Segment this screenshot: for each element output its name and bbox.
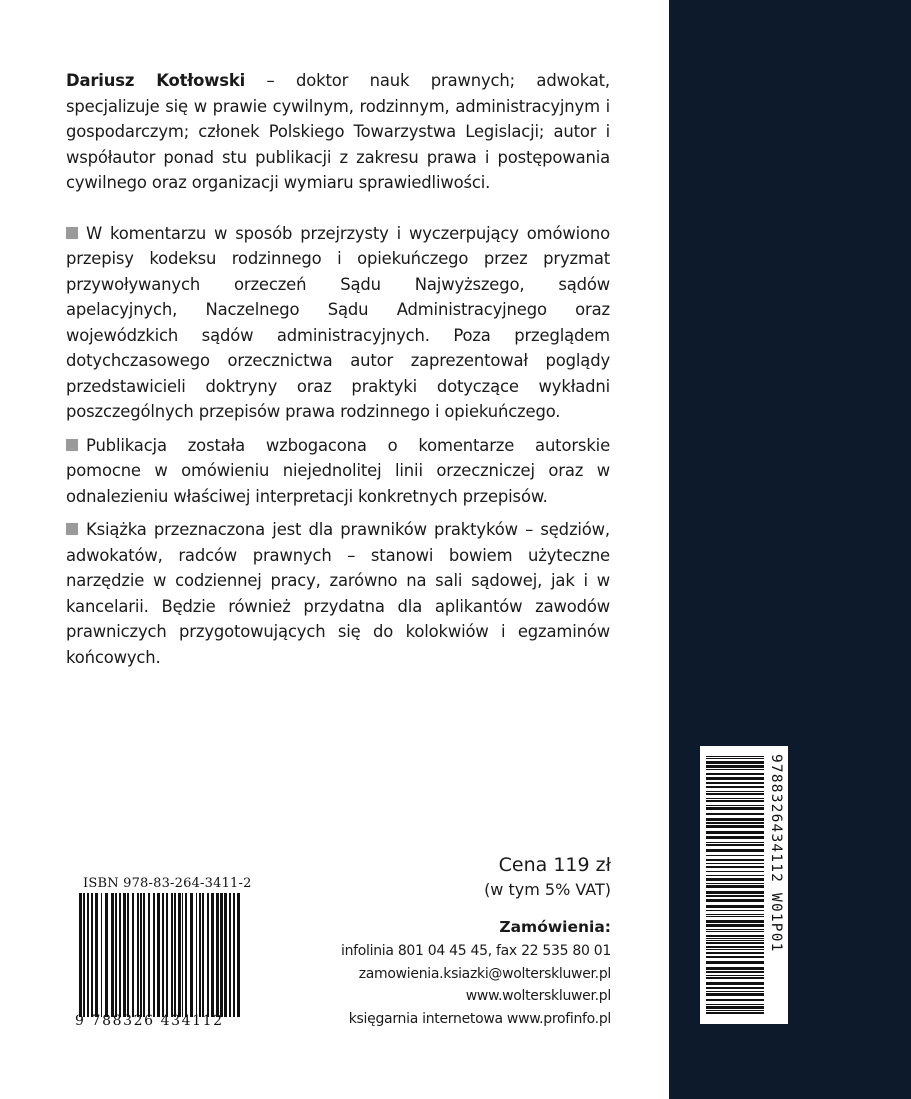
barcode-bar (706, 859, 764, 861)
barcode-bar (706, 863, 764, 864)
barcode-bar (127, 893, 129, 1017)
barcode-bar (706, 761, 764, 764)
barcode-bar (216, 893, 219, 1017)
barcode-bar (706, 920, 764, 923)
paragraph-text: Książka przeznaczona jest dla prawników praktyków – sędziów, adwokatów, radców prawnych – stanowi bowiem użyteczne narzędzie w codziennej pracy, zarówno na sali sądowej, jak i w kancelarii. Będzie również przydatna dla aplikantów zawodów prawniczych przygotowujących się do kolokwiów i egzaminów końcowych. (66, 520, 610, 667)
barcode-bar (706, 883, 764, 884)
barcode-bar (706, 1010, 764, 1011)
barcode-bar (706, 756, 764, 757)
barcode-bar (115, 893, 117, 1017)
barcode-bar (706, 769, 764, 770)
barcode-bar (182, 893, 183, 1017)
isbn-barcode-block (75, 876, 252, 1029)
barcode-bar (143, 893, 145, 1017)
barcode-bar (706, 910, 764, 911)
barcode-bar (706, 952, 764, 954)
barcode-bar (706, 938, 764, 939)
barcode-bar (706, 982, 764, 985)
barcode-bar (199, 893, 201, 1017)
barcode-bar (706, 891, 764, 894)
barcode-bar (706, 1004, 764, 1005)
barcode-bar (229, 893, 231, 1017)
barcode-bar (174, 893, 176, 1017)
barcode-bar (220, 893, 223, 1017)
barcode-bar (202, 893, 204, 1017)
price: Cena 119 zł (498, 854, 611, 876)
barcode-bar (706, 993, 764, 996)
square-bullet-icon (66, 439, 78, 451)
barcode-bar (706, 842, 764, 843)
orders-email: zamowienia.ksiazki@wolterskluwer.pl (358, 965, 611, 982)
barcode-bar (706, 807, 764, 810)
barcode-bar (706, 786, 764, 788)
barcode-bar (706, 800, 764, 802)
barcode-bar (706, 822, 764, 824)
barcode-bar (706, 961, 764, 964)
orders-phone-fax: infolinia 801 04 45 45, fax 22 535 80 01 (340, 943, 611, 959)
barcode-bar (190, 893, 193, 1017)
barcode-bar (706, 975, 764, 976)
barcode-bar (706, 818, 764, 821)
barcode-bar (706, 916, 764, 917)
barcode-bar (706, 987, 764, 989)
barcode-bar (706, 935, 764, 937)
barcode-bar (706, 991, 764, 992)
barcode-bar (162, 893, 164, 1017)
barcode-bar (237, 893, 240, 1017)
barcode-bar (706, 836, 764, 839)
barcode-bar (706, 899, 764, 902)
barcode-bar (706, 777, 764, 780)
barcode-bar (166, 893, 168, 1017)
barcode-bar (706, 758, 764, 759)
barcode-bar (706, 967, 764, 970)
barcode-bar (83, 893, 85, 1017)
barcode-bar (706, 871, 764, 872)
spine-barcode-text: 9788326434112 W01P01 (768, 754, 784, 953)
barcode-bar (706, 999, 764, 1001)
barcode-bar (224, 893, 227, 1017)
barcode-bar (137, 893, 139, 1017)
barcode-bar (706, 791, 764, 792)
paragraph-text: W komentarzu w sposób przejrzysty i wyczerpujący omówiono przepisy kodeksu rodzinnego i opiekuńczego przez pryzmat przywoływanych orzeczeń Sądu Najwyższego, sądów apelacyjnych, Naczelnego Sądu Administracyjnego oraz wojewódzkich sądów administracyjnych. Poza przeglądem dotychczasowego orzecznictwa autor zaprezentował poglądy przedstawicieli doktryny oraz praktyki dotyczące wykładni poszczególnych przepisów prawa rodzinnego i opiekuńczego. (66, 223, 610, 421)
barcode-bar (207, 893, 209, 1017)
barcode-bar (706, 956, 764, 958)
description-paragraph-1 (66, 221, 610, 425)
barcode-bar (706, 914, 764, 915)
blurb-text (66, 68, 610, 678)
barcode-bar (706, 798, 764, 799)
barcode-bar (87, 893, 89, 1017)
barcode-bar (105, 893, 108, 1017)
orders-online-shop: księgarnia internetowa www.profinfo.pl (348, 1010, 611, 1027)
barcode-bar (185, 893, 187, 1017)
square-bullet-icon (66, 227, 78, 239)
barcode-bar (111, 893, 114, 1017)
barcode-digits: 9 788326 434112 (75, 1013, 224, 1029)
barcode-bar (706, 782, 764, 784)
barcode-bar (706, 866, 764, 868)
paragraph-text: Publikacja została wzbogacona o komentarze autorskie pomocne w omówieniu niejednolitej linii orzeczniczej oraz w odnalezieniu właściwej interpretacji konkretnych przepisów. (66, 435, 610, 506)
barcode-bar (95, 893, 98, 1017)
barcode-bar (171, 893, 173, 1017)
barcode-bar (706, 885, 764, 888)
barcode-bar (123, 893, 126, 1017)
author-bio (66, 68, 610, 196)
barcode-bar (148, 893, 150, 1017)
barcode-bar (706, 949, 764, 950)
isbn-barcode (75, 893, 245, 1017)
barcode-bar (140, 893, 142, 1017)
barcode-bar (706, 855, 764, 856)
barcode-bar (706, 825, 764, 828)
isbn-label: ISBN 978-83-264-3411-2 (83, 876, 252, 891)
barcode-bar (79, 893, 82, 1017)
barcode-bar (153, 893, 155, 1017)
barcode-bar (706, 849, 764, 852)
orders-website: www.wolterskluwer.pl (465, 988, 611, 1004)
barcode-bar (706, 942, 764, 944)
square-bullet-icon (66, 523, 78, 535)
spine-barcode (706, 754, 764, 1018)
barcode-bar (706, 844, 764, 846)
barcode-bar (706, 878, 764, 881)
barcode-bar (706, 924, 764, 927)
barcode-bar (706, 875, 764, 876)
author-name: Dariusz Kotłowski (66, 71, 246, 90)
barcode-bar (706, 929, 764, 930)
barcode-bar (196, 893, 197, 1017)
description-paragraph-2 (66, 433, 610, 510)
barcode-bar (91, 893, 93, 1017)
barcode-bar (706, 765, 764, 768)
barcode-bar (706, 895, 764, 897)
barcode-bar (706, 931, 764, 932)
vat-note: (w tym 5% VAT) (484, 880, 611, 899)
barcode-bar (157, 893, 160, 1017)
description-paragraph-3 (66, 517, 610, 670)
barcode-bar (706, 793, 764, 795)
orders-title: Zamówienia: (499, 918, 611, 936)
barcode-bar (233, 893, 235, 1017)
barcode-bar (706, 1012, 764, 1014)
price-and-orders (311, 852, 611, 1030)
barcode-bar (119, 893, 121, 1017)
barcode-bar (706, 905, 764, 908)
barcode-bar (211, 893, 214, 1017)
author-bio-text: – doktor nauk prawnych; adwokat, specjalizuje się w prawie cywilnym, rodzinnym, administracyjnym i gospodarczym; członek Polskiego Towarzystwa Legislacji; autor i współautor ponad stu publikacji z zakresu prawa i postępowania cywilnego oraz organizacji wymiaru sprawiedliwości. (66, 71, 610, 192)
barcode-bar (706, 805, 764, 806)
barcode-bar (132, 893, 134, 1017)
barcode-bar (101, 893, 102, 1017)
barcode-bar (706, 831, 764, 834)
barcode-bar (706, 946, 764, 948)
barcode-bar (706, 773, 764, 775)
spine-barcode-label (700, 746, 788, 1024)
barcode-bar (706, 971, 764, 973)
barcode-bar (706, 940, 764, 941)
barcode-bar (706, 813, 764, 815)
barcode-bar (706, 1006, 764, 1009)
barcode-bar (178, 893, 181, 1017)
barcode-bar (706, 977, 764, 979)
